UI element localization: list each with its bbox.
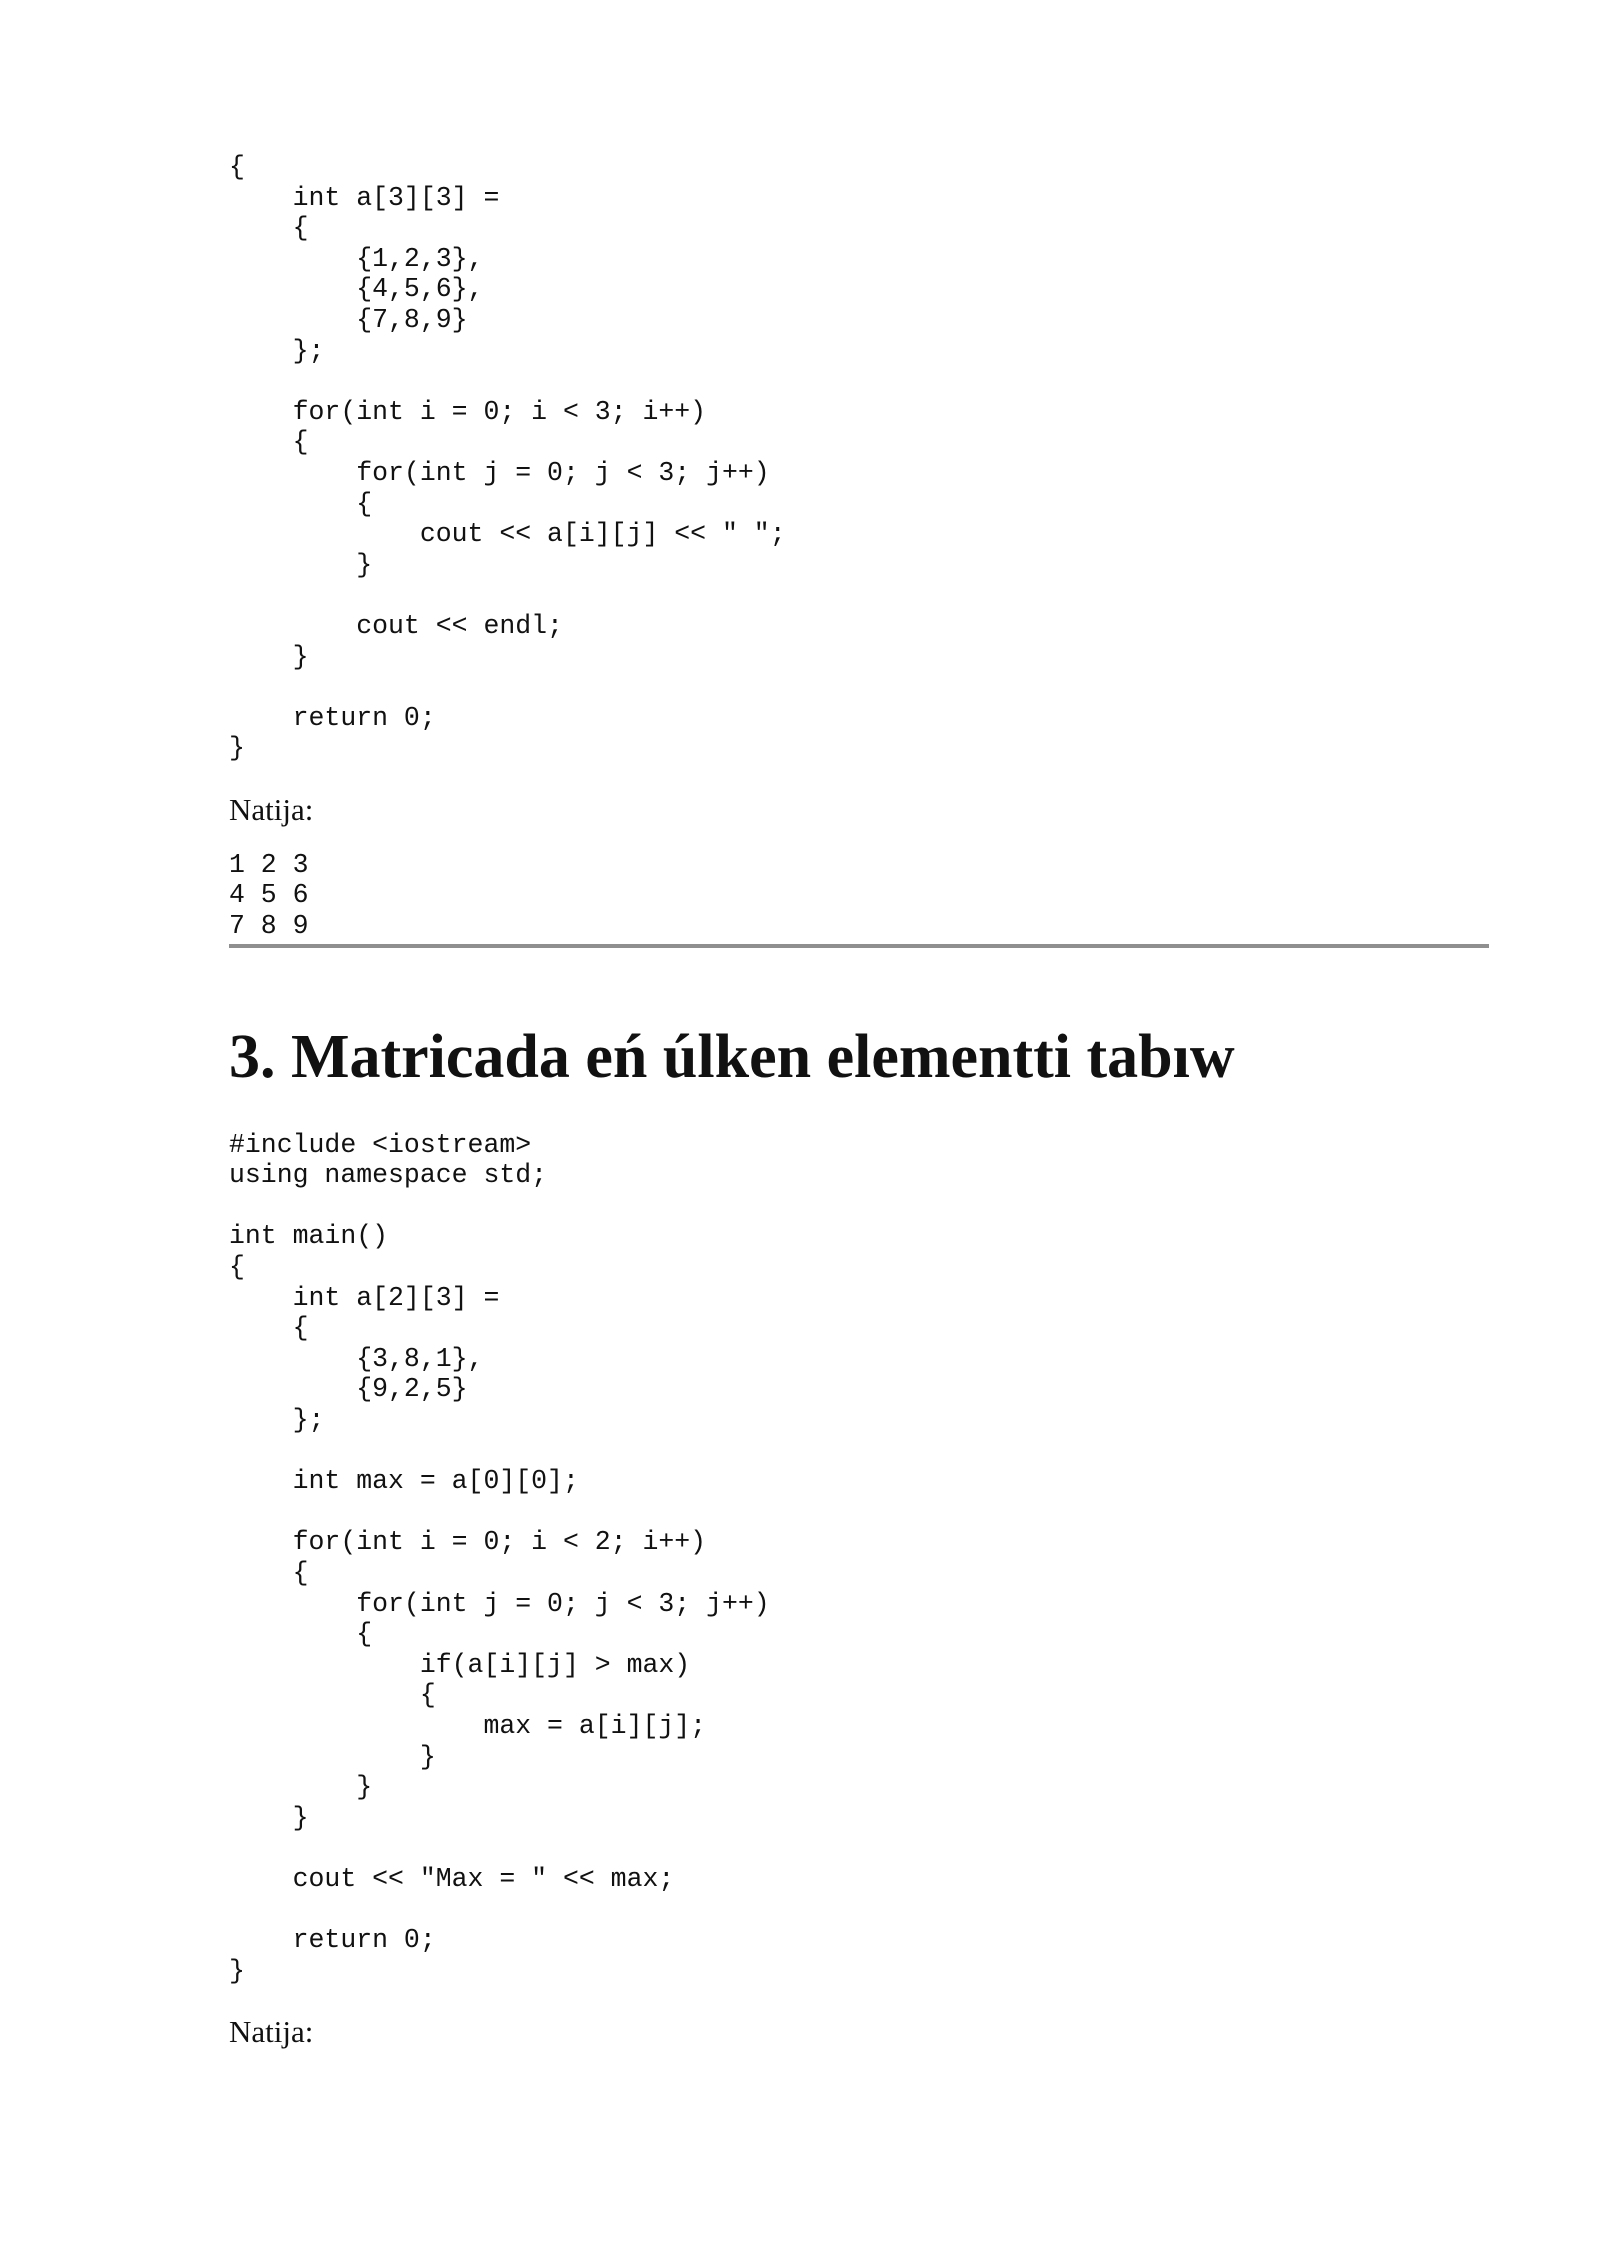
code-block-matrix-max: #include <iostream> using namespace std; int main() { int a[2][3] = { {3,8,1}, {9,2,5} }; int max = a[0][0]; for(int i = 0; i < 2; i++) { for(int j = 0; j < 3; j++) { if(a[i][j] > max) { max = a[i][j]; } } } cout << "Max = " << max; return 0; } (229, 1129, 770, 1986)
result-label: Natija: (229, 791, 314, 827)
code-block-matrix-print: { int a[3][3] = { {1,2,3}, {4,5,6}, {7,8,9} }; for(int i = 0; i < 3; i++) { for(int j = 0; j < 3; j++) { cout << a[i][j] << " "; } cout << endl; } return 0; } (229, 152, 786, 764)
result-output: 1 2 3 4 5 6 7 8 9 (229, 849, 309, 942)
section-heading: 3. Matricada eń úlken elementti tabıw (229, 1022, 1235, 1091)
document-content (229, 152, 1489, 2050)
section-divider (229, 944, 1489, 948)
result-label: Natija: (229, 2014, 314, 2050)
